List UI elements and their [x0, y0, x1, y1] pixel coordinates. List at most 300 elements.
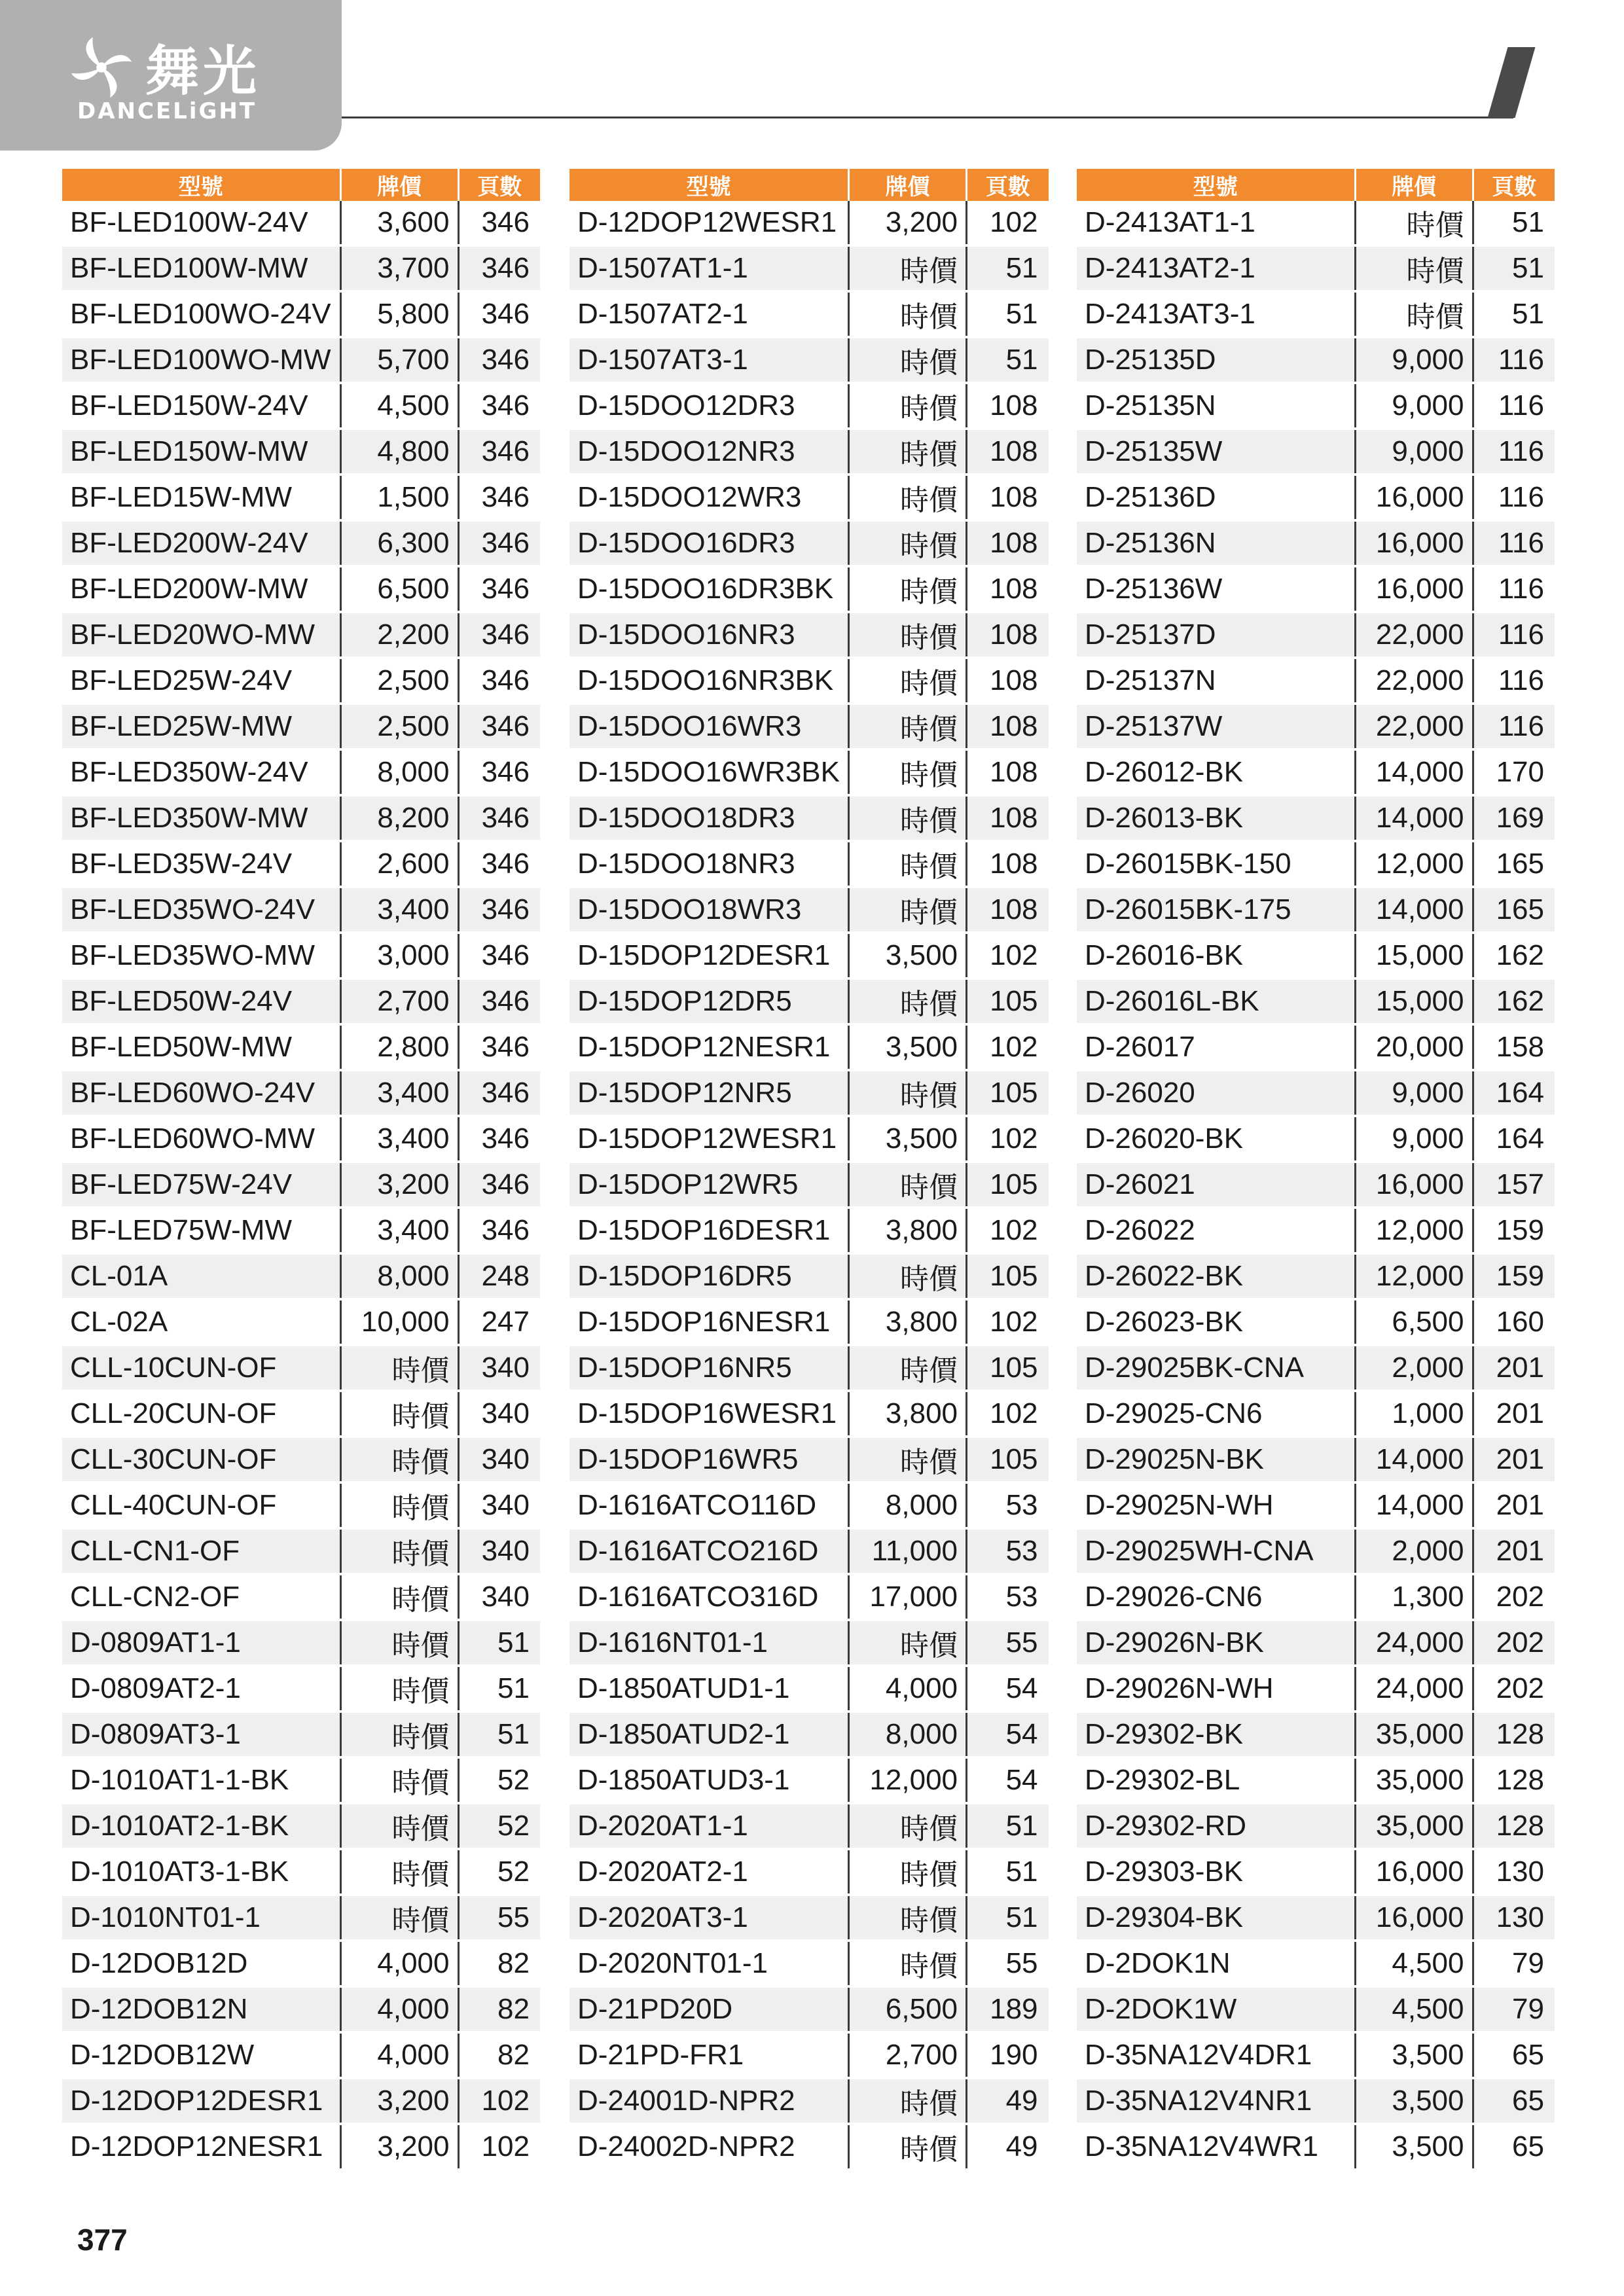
table-row: [62, 978, 540, 1024]
cell-price: 3,200: [340, 1162, 458, 1208]
table-row: [569, 1024, 1049, 1070]
column-header-model: 型號: [62, 169, 340, 201]
column-header-price: 牌價: [849, 169, 967, 201]
table-row: [1077, 1345, 1555, 1391]
cell-page: 346: [458, 978, 540, 1024]
cell-price: 2,700: [849, 2032, 967, 2078]
cell-page: 346: [458, 520, 540, 566]
table-row: [569, 1574, 1049, 1620]
table-row: [569, 1620, 1049, 1666]
cell-model: D-15DOP16NR5: [569, 1345, 849, 1391]
cell-page: 102: [967, 1299, 1049, 1345]
table-row: [1077, 1757, 1555, 1803]
cell-page: 108: [967, 749, 1049, 795]
table-row: [569, 658, 1049, 704]
cell-model: D-0809AT3-1: [62, 1712, 340, 1757]
logo-block: [0, 0, 342, 151]
cell-model: D-25136D: [1077, 475, 1355, 520]
cell-model: D-15DOO16NR3BK: [569, 658, 849, 704]
cell-page: 164: [1473, 1070, 1555, 1116]
table-row: [569, 1299, 1049, 1345]
cell-model: D-21PD-FR1: [569, 2032, 849, 2078]
cell-model: BF-LED100W-MW: [62, 245, 340, 291]
table-row: [569, 520, 1049, 566]
cell-price: 14,000: [1355, 1482, 1473, 1528]
cell-price: 時價: [849, 475, 967, 520]
cell-model: D-15DOP12DR5: [569, 978, 849, 1024]
cell-model: D-26017: [1077, 1024, 1355, 1070]
table-row: [1077, 978, 1555, 1024]
column-header-price: 牌價: [1355, 169, 1473, 201]
cell-page: 65: [1473, 2032, 1555, 2078]
table-row: [569, 1391, 1049, 1437]
cell-price: 2,200: [340, 612, 458, 658]
table-row: [62, 1574, 540, 1620]
table-row: [62, 383, 540, 429]
table-header-row: [1077, 169, 1555, 201]
cell-model: CLL-40CUN-OF: [62, 1482, 340, 1528]
cell-page: 340: [458, 1391, 540, 1437]
cell-model: D-15DOO12NR3: [569, 429, 849, 475]
cell-model: BF-LED350W-MW: [62, 795, 340, 841]
cell-page: 346: [458, 1024, 540, 1070]
table-row: [569, 1895, 1049, 1941]
brand-name-english: DANCELiGHT: [77, 98, 257, 124]
cell-page: 49: [967, 2078, 1049, 2124]
cell-model: D-26020: [1077, 1070, 1355, 1116]
cell-price: 時價: [849, 2078, 967, 2124]
cell-model: D-1010AT3-1-BK: [62, 1849, 340, 1895]
cell-price: 4,500: [1355, 1986, 1473, 2032]
table-row: [62, 1437, 540, 1482]
cell-page: 346: [458, 1208, 540, 1253]
table-row: [569, 1712, 1049, 1757]
cell-model: CL-02A: [62, 1299, 340, 1345]
cell-page: 53: [967, 1574, 1049, 1620]
cell-model: D-1507AT1-1: [569, 245, 849, 291]
cell-price: 3,500: [1355, 2078, 1473, 2124]
cell-page: 108: [967, 612, 1049, 658]
cell-page: 201: [1473, 1437, 1555, 1482]
cell-page: 346: [458, 749, 540, 795]
table-row: [569, 978, 1049, 1024]
cell-price: 6,300: [340, 520, 458, 566]
table-row: [62, 1299, 540, 1345]
cell-model: D-1850ATUD2-1: [569, 1712, 849, 1757]
cell-price: 3,800: [849, 1299, 967, 1345]
table-row: [1077, 887, 1555, 933]
cell-page: 130: [1473, 1895, 1555, 1941]
cell-page: 159: [1473, 1208, 1555, 1253]
cell-price: 24,000: [1355, 1620, 1473, 1666]
cell-model: D-1616NT01-1: [569, 1620, 849, 1666]
cell-page: 158: [1473, 1024, 1555, 1070]
table-row: [1077, 749, 1555, 795]
cell-price: 時價: [849, 795, 967, 841]
cell-page: 105: [967, 1070, 1049, 1116]
cell-page: 201: [1473, 1482, 1555, 1528]
cell-price: 1,300: [1355, 1574, 1473, 1620]
cell-page: 116: [1473, 383, 1555, 429]
cell-model: D-2413AT2-1: [1077, 245, 1355, 291]
table-row: [1077, 201, 1555, 245]
cell-model: BF-LED100WO-MW: [62, 337, 340, 383]
cell-page: 116: [1473, 337, 1555, 383]
cell-page: 108: [967, 475, 1049, 520]
cell-model: D-25135D: [1077, 337, 1355, 383]
cell-price: 16,000: [1355, 475, 1473, 520]
cell-price: 22,000: [1355, 658, 1473, 704]
cell-page: 108: [967, 383, 1049, 429]
table-row: [1077, 245, 1555, 291]
table-header-row: [569, 169, 1049, 201]
cell-price: 時價: [849, 1162, 967, 1208]
cell-model: BF-LED350W-24V: [62, 749, 340, 795]
cell-model: D-1010AT1-1-BK: [62, 1757, 340, 1803]
cell-model: D-2020AT2-1: [569, 1849, 849, 1895]
cell-page: 128: [1473, 1757, 1555, 1803]
table-row: [569, 201, 1049, 245]
cell-model: BF-LED25W-24V: [62, 658, 340, 704]
table-row: [62, 1986, 540, 2032]
cell-page: 51: [458, 1712, 540, 1757]
cell-model: BF-LED35W-24V: [62, 841, 340, 887]
cell-price: 4,000: [340, 1986, 458, 2032]
table-row: [62, 1024, 540, 1070]
cell-price: 時價: [849, 1895, 967, 1941]
cell-model: D-29025BK-CNA: [1077, 1345, 1355, 1391]
cell-price: 時價: [1355, 201, 1473, 245]
cell-page: 102: [967, 1391, 1049, 1437]
cell-page: 79: [1473, 1986, 1555, 2032]
cell-price: 時價: [849, 1345, 967, 1391]
table-row: [1077, 1482, 1555, 1528]
cell-price: 3,400: [340, 887, 458, 933]
cell-model: D-26012-BK: [1077, 749, 1355, 795]
cell-page: 51: [1473, 291, 1555, 337]
cell-price: 35,000: [1355, 1757, 1473, 1803]
cell-model: D-12DOB12N: [62, 1986, 340, 2032]
cell-model: D-1616ATCO316D: [569, 1574, 849, 1620]
cell-price: 9,000: [1355, 1070, 1473, 1116]
table-row: [569, 245, 1049, 291]
cell-model: D-15DOO16WR3: [569, 704, 849, 749]
cell-model: D-29303-BK: [1077, 1849, 1355, 1895]
cell-model: BF-LED75W-MW: [62, 1208, 340, 1253]
table-row: [569, 887, 1049, 933]
cell-page: 55: [967, 1620, 1049, 1666]
cell-model: D-25135W: [1077, 429, 1355, 475]
cell-price: 時價: [849, 1437, 967, 1482]
cell-page: 201: [1473, 1345, 1555, 1391]
cell-price: 10,000: [340, 1299, 458, 1345]
cell-page: 102: [967, 1208, 1049, 1253]
cell-page: 189: [967, 1986, 1049, 2032]
table-row: [569, 1986, 1049, 2032]
table-row: [62, 475, 540, 520]
cell-price: 5,800: [340, 291, 458, 337]
cell-price: 12,000: [1355, 1253, 1473, 1299]
cell-price: 3,800: [849, 1208, 967, 1253]
table-row: [62, 1162, 540, 1208]
cell-model: D-26023-BK: [1077, 1299, 1355, 1345]
cell-model: D-29025-CN6: [1077, 1391, 1355, 1437]
table-row: [569, 337, 1049, 383]
cell-model: D-15DOP16DESR1: [569, 1208, 849, 1253]
cell-page: 159: [1473, 1253, 1555, 1299]
cell-price: 時價: [849, 291, 967, 337]
cell-model: D-35NA12V4DR1: [1077, 2032, 1355, 2078]
cell-model: D-25137N: [1077, 658, 1355, 704]
table-row: [569, 1253, 1049, 1299]
cell-price: 時價: [1355, 245, 1473, 291]
table-row: [62, 612, 540, 658]
page-number: 377: [77, 2223, 128, 2257]
cell-price: 3,200: [340, 2124, 458, 2170]
table-row: [62, 795, 540, 841]
table-row: [62, 1666, 540, 1712]
cell-price: 35,000: [1355, 1712, 1473, 1757]
cell-model: D-15DOO16DR3BK: [569, 566, 849, 612]
cell-model: D-15DOO12DR3: [569, 383, 849, 429]
table-row: [62, 1116, 540, 1162]
table-row: [1077, 2032, 1555, 2078]
column-header-page: 頁數: [458, 169, 540, 201]
cell-model: D-29026N-WH: [1077, 1666, 1355, 1712]
cell-price: 時價: [849, 841, 967, 887]
cell-model: D-26015BK-175: [1077, 887, 1355, 933]
cell-model: D-29026N-BK: [1077, 1620, 1355, 1666]
cell-model: D-29025N-BK: [1077, 1437, 1355, 1482]
table-row: [62, 2032, 540, 2078]
cell-price: 4,000: [340, 2032, 458, 2078]
table-body: [569, 201, 1049, 2170]
cell-model: CLL-30CUN-OF: [62, 1437, 340, 1482]
table-row: [62, 201, 540, 245]
cell-price: 時價: [849, 383, 967, 429]
cell-page: 346: [458, 1162, 540, 1208]
cell-price: 9,000: [1355, 429, 1473, 475]
cell-price: 3,700: [340, 245, 458, 291]
table-row: [569, 1849, 1049, 1895]
cell-page: 116: [1473, 429, 1555, 475]
cell-page: 108: [967, 566, 1049, 612]
cell-page: 346: [458, 475, 540, 520]
column-header-page: 頁數: [1473, 169, 1555, 201]
cell-price: 3,000: [340, 933, 458, 978]
cell-price: 時價: [849, 429, 967, 475]
cell-page: 165: [1473, 887, 1555, 933]
table-row: [569, 1208, 1049, 1253]
cell-model: D-26022-BK: [1077, 1253, 1355, 1299]
table-row: [569, 704, 1049, 749]
cell-page: 105: [967, 1253, 1049, 1299]
cell-model: D-12DOB12D: [62, 1941, 340, 1986]
cell-price: 3,200: [340, 2078, 458, 2124]
cell-page: 116: [1473, 475, 1555, 520]
table-row: [1077, 429, 1555, 475]
cell-price: 時價: [849, 749, 967, 795]
table-row: [569, 566, 1049, 612]
cell-model: D-15DOP16DR5: [569, 1253, 849, 1299]
cell-price: 8,000: [849, 1482, 967, 1528]
cell-model: D-15DOP16NESR1: [569, 1299, 849, 1345]
cell-page: 190: [967, 2032, 1049, 2078]
table-row: [569, 1941, 1049, 1986]
cell-page: 170: [1473, 749, 1555, 795]
cell-model: BF-LED200W-MW: [62, 566, 340, 612]
cell-model: D-2020AT1-1: [569, 1803, 849, 1849]
cell-price: 4,800: [340, 429, 458, 475]
table-row: [569, 475, 1049, 520]
cell-page: 51: [1473, 201, 1555, 245]
table-row: [62, 291, 540, 337]
cell-price: 時價: [849, 520, 967, 566]
cell-page: 108: [967, 429, 1049, 475]
cell-price: 8,000: [340, 749, 458, 795]
cell-page: 346: [458, 429, 540, 475]
cell-page: 346: [458, 887, 540, 933]
cell-page: 346: [458, 291, 540, 337]
table-row: [62, 1391, 540, 1437]
cell-page: 79: [1473, 1941, 1555, 1986]
cell-model: D-15DOO16DR3: [569, 520, 849, 566]
price-table-2: [569, 169, 1049, 2171]
cell-price: 3,500: [849, 1024, 967, 1070]
table-row: [569, 429, 1049, 475]
table-row: [1077, 2078, 1555, 2124]
cell-price: 2,600: [340, 841, 458, 887]
cell-price: 16,000: [1355, 1895, 1473, 1941]
table-row: [569, 2078, 1049, 2124]
cell-page: 340: [458, 1437, 540, 1482]
cell-price: 8,200: [340, 795, 458, 841]
cell-model: D-15DOO16WR3BK: [569, 749, 849, 795]
cell-page: 202: [1473, 1620, 1555, 1666]
cell-page: 202: [1473, 1666, 1555, 1712]
cell-price: 6,500: [849, 1986, 967, 2032]
table-row: [62, 337, 540, 383]
table-row: [1077, 1437, 1555, 1482]
cell-price: 16,000: [1355, 1849, 1473, 1895]
column-header-page: 頁數: [967, 169, 1049, 201]
cell-page: 51: [458, 1666, 540, 1712]
cell-model: D-15DOO18NR3: [569, 841, 849, 887]
cell-page: 340: [458, 1345, 540, 1391]
table-row: [569, 2032, 1049, 2078]
cell-price: 時價: [340, 1437, 458, 1482]
cell-price: 6,500: [340, 566, 458, 612]
table-row: [1077, 1070, 1555, 1116]
cell-model: D-0809AT2-1: [62, 1666, 340, 1712]
cell-model: D-12DOP12NESR1: [62, 2124, 340, 2170]
cell-page: 105: [967, 1345, 1049, 1391]
cell-price: 15,000: [1355, 933, 1473, 978]
cell-model: D-15DOP16WESR1: [569, 1391, 849, 1437]
table-row: [569, 291, 1049, 337]
cell-model: CLL-10CUN-OF: [62, 1345, 340, 1391]
cell-page: 116: [1473, 566, 1555, 612]
cell-price: 2,800: [340, 1024, 458, 1070]
cell-page: 160: [1473, 1299, 1555, 1345]
cell-price: 14,000: [1355, 1437, 1473, 1482]
cell-page: 346: [458, 337, 540, 383]
cell-page: 169: [1473, 795, 1555, 841]
cell-model: BF-LED200W-24V: [62, 520, 340, 566]
cell-page: 51: [967, 1849, 1049, 1895]
column-header-model: 型號: [1077, 169, 1355, 201]
cell-page: 54: [967, 1666, 1049, 1712]
table-row: [1077, 291, 1555, 337]
table-row: [1077, 383, 1555, 429]
cell-page: 201: [1473, 1528, 1555, 1574]
cell-page: 53: [967, 1482, 1049, 1528]
cell-page: 128: [1473, 1803, 1555, 1849]
table-row: [1077, 1574, 1555, 1620]
table-row: [62, 1757, 540, 1803]
cell-model: D-26022: [1077, 1208, 1355, 1253]
cell-page: 82: [458, 1941, 540, 1986]
cell-model: D-15DOP16WR5: [569, 1437, 849, 1482]
cell-model: BF-LED75W-24V: [62, 1162, 340, 1208]
table-row: [1077, 1116, 1555, 1162]
cell-model: D-29302-BK: [1077, 1712, 1355, 1757]
table-row: [569, 383, 1049, 429]
cell-price: 2,500: [340, 704, 458, 749]
cell-page: 51: [967, 337, 1049, 383]
cell-model: D-12DOB12W: [62, 2032, 340, 2078]
cell-model: CL-01A: [62, 1253, 340, 1299]
cell-model: D-29302-BL: [1077, 1757, 1355, 1803]
cell-page: 102: [967, 1116, 1049, 1162]
table-row: [1077, 1024, 1555, 1070]
brand-name-chinese: 舞光: [145, 41, 261, 103]
cell-page: 116: [1473, 704, 1555, 749]
cell-page: 108: [967, 795, 1049, 841]
cell-price: 時價: [849, 245, 967, 291]
cell-price: 4,500: [340, 383, 458, 429]
cell-model: D-21PD20D: [569, 1986, 849, 2032]
table-row: [62, 1482, 540, 1528]
cell-page: 162: [1473, 933, 1555, 978]
cell-price: 3,500: [849, 1116, 967, 1162]
cell-price: 12,000: [849, 1757, 967, 1803]
cell-price: 時價: [849, 1803, 967, 1849]
table-row: [62, 1070, 540, 1116]
cell-price: 3,500: [1355, 2032, 1473, 2078]
cell-price: 1,500: [340, 475, 458, 520]
cell-price: 3,800: [849, 1391, 967, 1437]
cell-page: 108: [967, 520, 1049, 566]
cell-page: 105: [967, 978, 1049, 1024]
cell-model: D-24002D-NPR2: [569, 2124, 849, 2170]
cell-model: BF-LED50W-MW: [62, 1024, 340, 1070]
table-row: [1077, 2124, 1555, 2170]
cell-price: 6,500: [1355, 1299, 1473, 1345]
cell-page: 105: [967, 1162, 1049, 1208]
cell-model: D-24001D-NPR2: [569, 2078, 849, 2124]
cell-page: 53: [967, 1528, 1049, 1574]
cell-page: 102: [458, 2078, 540, 2124]
cell-model: D-25137W: [1077, 704, 1355, 749]
cell-price: 9,000: [1355, 383, 1473, 429]
cell-model: BF-LED150W-MW: [62, 429, 340, 475]
price-table-1: [62, 169, 540, 2171]
cell-price: 16,000: [1355, 520, 1473, 566]
cell-price: 時價: [340, 1895, 458, 1941]
cell-model: CLL-CN1-OF: [62, 1528, 340, 1574]
cell-page: 52: [458, 1849, 540, 1895]
